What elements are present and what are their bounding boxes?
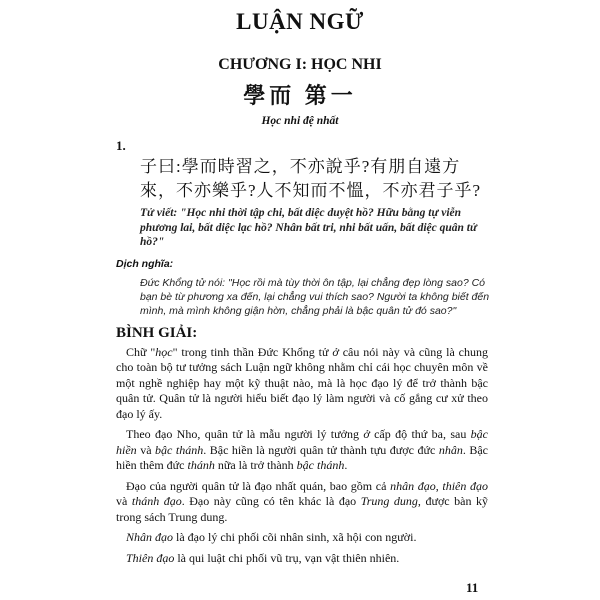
chapter-subtitle: Học nhi đệ nhất xyxy=(261,115,339,127)
italic-term: thánh xyxy=(187,458,215,472)
page-number: 11 xyxy=(466,580,479,595)
commentary-paragraph xyxy=(116,427,488,474)
italic-term: bậc hiền xyxy=(116,427,488,457)
text-run: , được bàn kỹ trong sách Trung dung. xyxy=(116,494,488,524)
text-run: . Bậc hiền là người quân tử thành tựu được đức xyxy=(203,442,439,457)
italic-term: bậc thánh xyxy=(296,458,345,472)
commentary-heading: BÌNH GIẢI: xyxy=(116,324,198,341)
commentary-paragraph xyxy=(116,530,488,546)
text-run: Chữ " xyxy=(126,344,156,359)
translation: Đức Khổng tử nói: "Học rồi mà tùy thời ôn tập, lại chẳng đẹp lòng sao? Có bạn bè từ phương xa đến, lại chẳng vui thích sao? Người ta không biết đến mình, mà mình không giận hờn, chẳng phải là bậc quân tử đó sao?" xyxy=(140,276,490,317)
text-run: và xyxy=(116,494,132,508)
text-run: , xyxy=(435,478,443,493)
italic-term: nhân xyxy=(438,442,463,457)
commentary-body xyxy=(116,345,488,567)
italic-term: Thiên đạo xyxy=(126,550,175,565)
text-run: và xyxy=(136,442,156,457)
italic-term: ở xyxy=(332,344,339,359)
translation-label: Dịch nghĩa: xyxy=(116,257,174,270)
italic-term: học xyxy=(155,344,173,359)
italic-term: Trung dung xyxy=(360,494,418,508)
text-run: Theo đạo Nho, quân tử là mẫu người lý tưởng xyxy=(126,427,364,441)
chapter-title: CHƯƠNG I: HỌC NHI xyxy=(218,56,382,73)
italic-term: Nhân đạo xyxy=(126,530,174,544)
italic-term: thánh đạo xyxy=(131,494,182,508)
text-run: nữa là trở thành xyxy=(214,458,297,472)
text-run: cấp độ thứ ba, sau xyxy=(369,427,471,441)
transliteration: Tử viết: "Học nhi thời tập chi, bất diệc duyệt hồ? Hữu bằng tự viễn phương lai, bất diệc lạc hồ? Nhân bất tri, nhi bất uấn, bất diệc quân tử hồ?" xyxy=(140,207,477,248)
text-run: là đạo lý chi phối cõi nhân sinh, xã hội con người. xyxy=(173,530,417,544)
text-run: Đạo của người quân tử là đạo nhất quán, bao gồm cả xyxy=(126,478,391,493)
commentary-paragraph xyxy=(116,551,488,567)
text-run: . xyxy=(344,458,348,472)
chinese-passage: 子曰:學而時習之，不亦說乎?有朋自遠方來，不亦樂乎?人不知而不慍，不亦君子乎? xyxy=(140,157,482,200)
italic-term: nhân đạo xyxy=(390,478,436,493)
commentary-paragraph xyxy=(116,345,488,423)
italic-term: bậc thánh xyxy=(155,442,204,457)
commentary-paragraph xyxy=(116,479,488,526)
book-title: LUẬN NGỮ xyxy=(236,9,364,34)
text-run: là qui luật chi phối vũ trụ, vạn vật thiên nhiên. xyxy=(174,550,400,565)
text-run: . Đạo này cũng có tên khác là đạo xyxy=(181,494,361,508)
text-run: . Bậc hiền thêm đức xyxy=(116,442,489,472)
section-number: 1. xyxy=(116,138,126,153)
text-run: câu nói này và cũng là chung cho toàn bộ tư tưởng sách Luận ngữ không nhằm chỉ cái học chuyên môn về một nghề nghiệp hay một kỹ thuật nào, mà là học đạo lý để trở thành bậc quân tử. Quân tử là người hiểu biết đạo lý làm người và cố gắng cư xử theo đạo lý ấy. xyxy=(116,344,489,421)
text-run: " trong tinh thần Đức Khổng tử xyxy=(172,344,333,359)
italic-term: ở xyxy=(363,427,370,441)
chapter-title-chinese: 學而 第一 xyxy=(243,83,357,108)
italic-term: thiên đạo xyxy=(442,478,489,493)
